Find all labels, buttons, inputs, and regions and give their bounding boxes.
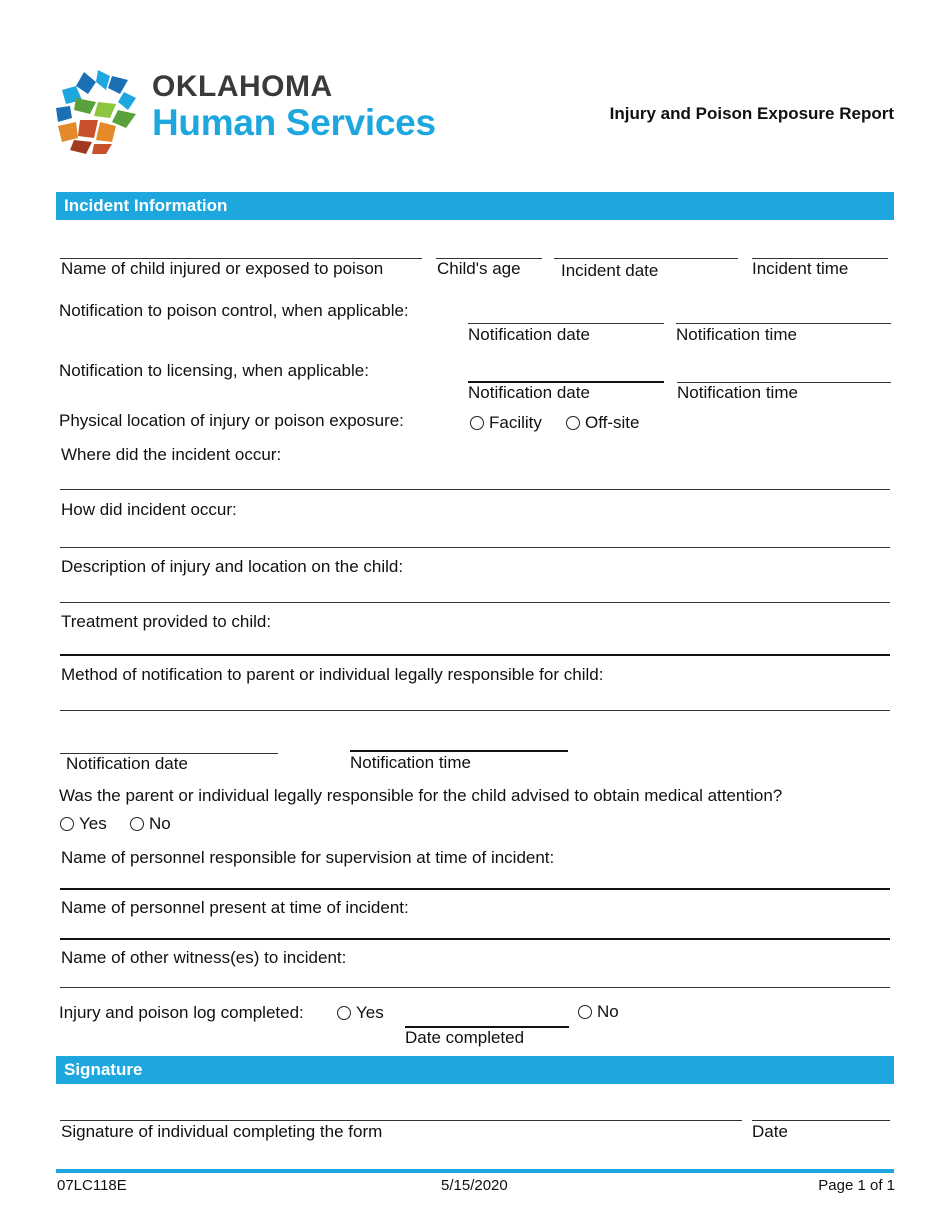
physical-location-label: Physical location of injury or poison exposure:: [59, 411, 404, 430]
child-name-label: Name of child injured or exposed to poison: [61, 259, 384, 278]
page-number: Page 1 of 1: [818, 1177, 895, 1194]
description-field[interactable]: [60, 602, 890, 603]
licensing-notification-time-label: Notification time: [677, 383, 798, 402]
poison-control-label: Notification to poison control, when applicable:: [59, 301, 409, 320]
footer-rule: [56, 1169, 894, 1173]
poison-notification-time-field[interactable]: [676, 323, 891, 324]
advised-yes-label: Yes: [79, 814, 107, 833]
log-date-label: Date completed: [405, 1028, 525, 1047]
signature-date-label: Date: [752, 1122, 788, 1141]
how-field[interactable]: [60, 547, 890, 548]
facility-radio-label: Facility: [489, 413, 542, 432]
log-no-circle-icon[interactable]: [578, 1005, 592, 1019]
logo-line1: OKLAHOMA: [152, 70, 333, 103]
supervision-field[interactable]: [60, 888, 890, 890]
parent-notification-date-label: Notification date: [66, 754, 188, 773]
facility-radio-circle-icon[interactable]: [470, 416, 484, 430]
how-label: How did incident occur:: [61, 500, 237, 519]
advised-question: Was the parent or individual legally responsible for the child advised to obtain medical attention?: [59, 786, 783, 805]
where-label: Where did the incident occur:: [61, 445, 282, 464]
advised-yes-circle-icon[interactable]: [60, 817, 74, 831]
parent-notification-time-field[interactable]: [350, 750, 568, 752]
offsite-radio[interactable]: [566, 413, 639, 433]
description-label: Description of injury and location on the child:: [61, 557, 404, 576]
child-age-label: Child's age: [437, 259, 521, 278]
present-field[interactable]: [60, 938, 890, 940]
section-incident-information: Incident Information: [56, 192, 894, 220]
log-no-radio[interactable]: [578, 1002, 619, 1022]
logo-line2: Human Services: [152, 102, 436, 143]
poison-notification-date-label: Notification date: [468, 325, 590, 344]
advised-no-circle-icon[interactable]: [130, 817, 144, 831]
advised-no-radio[interactable]: [130, 814, 171, 834]
log-yes-label: Yes: [356, 1003, 384, 1022]
treatment-field[interactable]: [60, 654, 890, 656]
method-field[interactable]: [60, 710, 890, 711]
log-yes-circle-icon[interactable]: [337, 1006, 351, 1020]
present-label: Name of personnel present at time of incident:: [61, 898, 409, 917]
where-field[interactable]: [60, 489, 890, 490]
incident-date-field[interactable]: [554, 258, 738, 259]
offsite-radio-circle-icon[interactable]: [566, 416, 580, 430]
poison-notification-time-label: Notification time: [676, 325, 797, 344]
treatment-label: Treatment provided to child:: [61, 612, 272, 631]
poison-notification-date-field[interactable]: [468, 323, 664, 324]
agency-logo: [54, 68, 464, 154]
form-title: Injury and Poison Exposure Report: [609, 104, 894, 123]
revision-date: 5/15/2020: [441, 1177, 508, 1194]
offsite-radio-label: Off-site: [585, 413, 640, 432]
log-label: Injury and poison log completed:: [59, 1003, 304, 1022]
licensing-notification-date-label: Notification date: [468, 383, 590, 402]
incident-time-label: Incident time: [752, 259, 849, 278]
method-label: Method of notification to parent or individual legally responsible for child:: [61, 665, 604, 684]
parent-notification-time-label: Notification time: [350, 753, 471, 772]
section-signature: Signature: [56, 1056, 894, 1084]
facility-radio[interactable]: [470, 413, 542, 433]
log-no-label: No: [597, 1002, 619, 1021]
licensing-label: Notification to licensing, when applicable:: [59, 361, 369, 380]
advised-yes-radio[interactable]: [60, 814, 107, 834]
form-id: 07LC118E: [57, 1177, 127, 1194]
advised-no-label: No: [149, 814, 171, 833]
signature-label: Signature of individual completing the form: [61, 1122, 383, 1141]
log-yes-radio[interactable]: [337, 1003, 384, 1023]
signature-field[interactable]: [60, 1120, 742, 1121]
supervision-label: Name of personnel responsible for supervision at time of incident:: [61, 848, 555, 867]
witness-field[interactable]: [60, 987, 890, 988]
witness-label: Name of other witness(es) to incident:: [61, 948, 347, 967]
logo-mark-icon: [54, 68, 140, 154]
incident-date-label: Incident date: [561, 261, 659, 280]
signature-date-field[interactable]: [752, 1120, 890, 1121]
